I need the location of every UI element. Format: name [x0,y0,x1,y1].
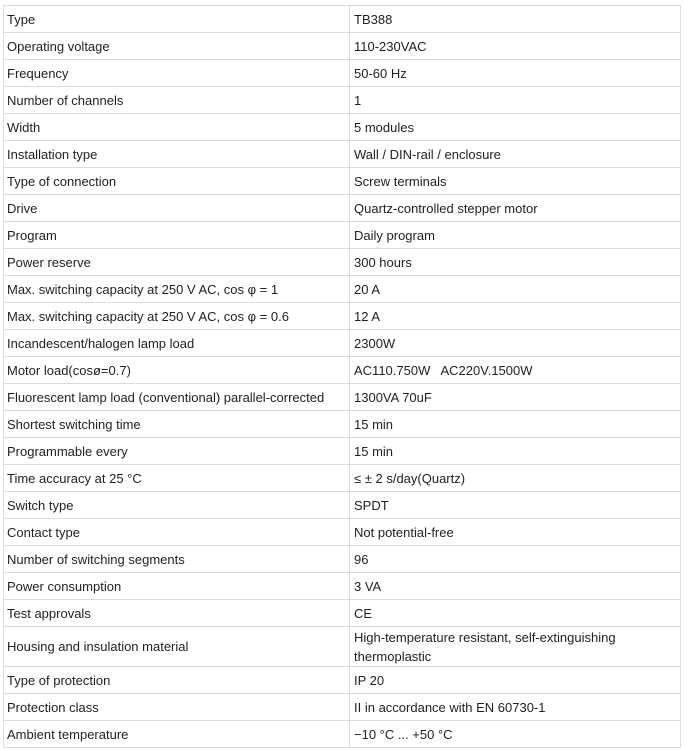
spec-value: 300 hours [350,249,681,276]
spec-label: Number of switching segments [4,546,350,573]
spec-label: Motor load(cosø=0.7) [4,357,350,384]
spec-label: Ambient temperature [4,721,350,748]
table-row [4,721,681,748]
table-row [4,627,681,667]
spec-value: Not potential-free [350,519,681,546]
spec-value: 110-230VAC [350,33,681,60]
spec-value: 50-60 Hz [350,60,681,87]
spec-value: SPDT [350,492,681,519]
table-row [4,694,681,721]
table-row [4,141,681,168]
spec-value: 15 min [350,411,681,438]
table-row [4,330,681,357]
spec-value: 20 A [350,276,681,303]
spec-label: Protection class [4,694,350,721]
spec-value: 15 min [350,438,681,465]
spec-value: −10 °C ... +50 °C [350,721,681,748]
spec-value: AC110.750W AC220V.1500W [350,357,681,384]
spec-value: Screw terminals [350,168,681,195]
spec-label: Switch type [4,492,350,519]
spec-label: Test approvals [4,600,350,627]
spec-label: Drive [4,195,350,222]
spec-label: Frequency [4,60,350,87]
table-row [4,384,681,411]
spec-value: ≤ ± 2 s/day(Quartz) [350,465,681,492]
spec-value: IP 20 [350,667,681,694]
table-row [4,222,681,249]
spec-table [3,5,681,748]
spec-label: Max. switching capacity at 250 V AC, cos φ = 1 [4,276,350,303]
spec-label: Type of connection [4,168,350,195]
spec-label: Fluorescent lamp load (conventional) parallel-corrected [4,384,350,411]
spec-value: CE [350,600,681,627]
table-row [4,249,681,276]
table-row [4,303,681,330]
table-row [4,438,681,465]
table-row [4,168,681,195]
spec-label: Incandescent/halogen lamp load [4,330,350,357]
table-row [4,600,681,627]
spec-value: Daily program [350,222,681,249]
spec-value: TB388 [350,6,681,33]
table-row [4,114,681,141]
spec-label: Max. switching capacity at 250 V AC, cos φ = 0.6 [4,303,350,330]
spec-value: 12 A [350,303,681,330]
table-row [4,465,681,492]
spec-value: 3 VA [350,573,681,600]
table-row [4,546,681,573]
spec-value: II in accordance with EN 60730-1 [350,694,681,721]
spec-label: Shortest switching time [4,411,350,438]
spec-label: Width [4,114,350,141]
spec-label: Installation type [4,141,350,168]
table-row [4,6,681,33]
table-row [4,667,681,694]
spec-value: 96 [350,546,681,573]
spec-value: 5 modules [350,114,681,141]
spec-value: 1300VA 70uF [350,384,681,411]
spec-label: Number of channels [4,87,350,114]
spec-value: 1 [350,87,681,114]
table-row [4,87,681,114]
table-row [4,411,681,438]
spec-label: Contact type [4,519,350,546]
table-row [4,573,681,600]
table-row [4,33,681,60]
spec-value: High-temperature resistant, self-extinguishing thermoplastic [350,627,681,667]
table-row [4,276,681,303]
table-row [4,357,681,384]
spec-table-body [4,6,681,748]
table-row [4,492,681,519]
spec-label: Housing and insulation material [4,627,350,667]
spec-label: Type [4,6,350,33]
spec-label: Programmable every [4,438,350,465]
spec-label: Program [4,222,350,249]
spec-label: Power reserve [4,249,350,276]
spec-label: Type of protection [4,667,350,694]
spec-label: Power consumption [4,573,350,600]
spec-value: Quartz-controlled stepper motor [350,195,681,222]
table-row [4,519,681,546]
spec-label: Operating voltage [4,33,350,60]
spec-value: 2300W [350,330,681,357]
spec-value: Wall / DIN-rail / enclosure [350,141,681,168]
table-row [4,60,681,87]
table-row [4,195,681,222]
spec-label: Time accuracy at 25 °C [4,465,350,492]
